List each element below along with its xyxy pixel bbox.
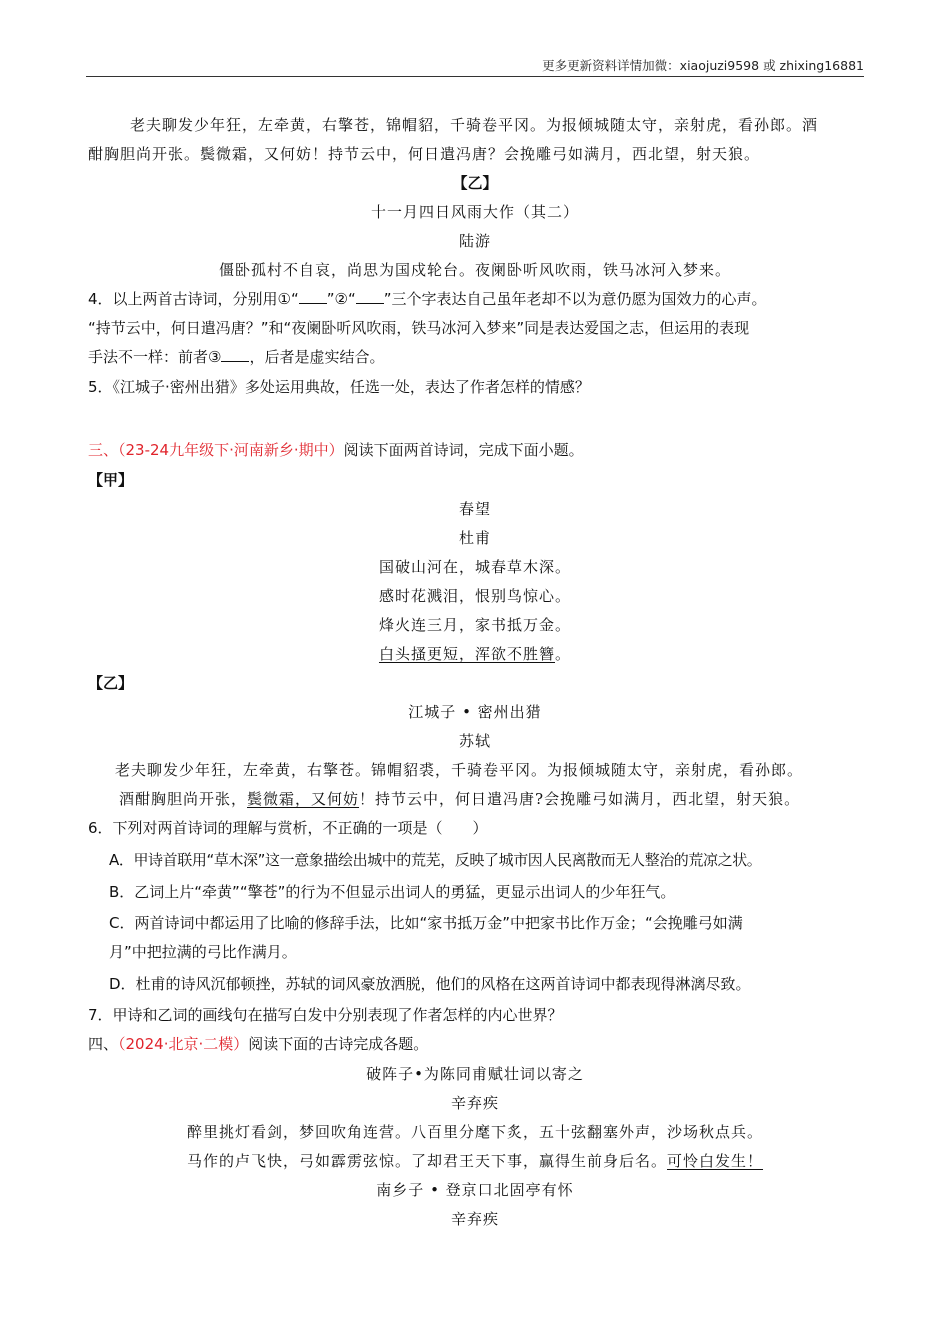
source-tag: （23-24九年级下·河南新乡·期中）	[118, 441, 344, 459]
option-c[interactable]: C．两首诗词中都运用了比喻的修辞手法，比如“家书抵万金”中把家书比作万金；“会挽雕弓如满	[109, 914, 743, 932]
poem-author: 苏轼	[458, 732, 491, 750]
underlined-line: 白头搔更短，浑欲不胜簪	[378, 645, 555, 663]
answer-blank[interactable]	[221, 347, 249, 362]
poem-line: 感时花溅泪，恨别鸟惊心。	[378, 587, 571, 605]
question-4: 4．以上两首古诗词，分别用①“ ”②“ ”三个字表达自己虽年老却不以为意仍愿为国效力的心声。	[88, 290, 767, 308]
question-5: 5．《江城子·密州出猎》多处运用典故，任选一处，表达了作者怎样的情感？	[88, 378, 590, 396]
poem-title: 破阵子•为陈同甫赋壮词以寄之	[366, 1065, 584, 1083]
question-7: 7．甲诗和乙词的画线句在描写白发中分别表现了作者怎样的内心世界？	[88, 1006, 563, 1024]
poem-title: 十一月四日风雨大作（其二）	[370, 203, 579, 221]
source-tag: （2024·北京·二模）	[118, 1035, 249, 1053]
section-heading: 三、（23-24九年级下·河南新乡·期中）阅读下面两首诗词，完成下面小题。	[88, 441, 584, 459]
question-4-line: “持节云中，何日遣冯唐？”和“夜阑卧听风吹雨，铁马冰河入梦来”同是表达爱国之志，但运用的表现	[88, 319, 750, 337]
option-d[interactable]: D．杜甫的诗风沉郁顿挫，苏轼的词风豪放洒脱，他们的风格在这两首诗词中都表现得淋漓尽致。	[109, 975, 751, 993]
question-4-line: 手法不一样：前者③ ，后者是虚实结合。	[88, 348, 385, 366]
poem-line: 国破山河在，城春草木深。	[378, 558, 571, 576]
option-a[interactable]: A．甲诗首联用“草木深”这一意象描绘出城中的荒芜，反映了城市因人民离散而无人整治的荒凉之状。	[109, 851, 762, 869]
answer-blank[interactable]	[356, 289, 384, 304]
header-note: 更多更新资料详情加微：xiaojuzi9598 或 zhixing16881	[542, 58, 864, 73]
poem-author: 辛弃疾	[450, 1210, 499, 1228]
header-rule	[86, 76, 864, 77]
answer-blank[interactable]	[299, 289, 327, 304]
poem-line: 马作的卢飞快，弓如霹雳弦惊。了却君王天下事，赢得生前身后名。可怜白发生！	[186, 1152, 764, 1170]
option-b[interactable]: B．乙词上片“牵黄”“擎苍”的行为不但显示出词人的勇猛，更显示出词人的少年狂气。	[109, 883, 676, 901]
poem-author: 杜甫	[458, 529, 491, 547]
poem-line: 老夫聊发少年狂，左牵黄，右擎苍。锦帽貂裘，千骑卷平冈。为报倾城随太守，亲射虎，看孙郎。	[115, 761, 804, 779]
poem-line: 酒酣胸胆尚开张，鬓微霜，又何妨！持节云中，何日遣冯唐?会挽雕弓如满月，西北望，射天狼。	[119, 790, 801, 808]
poem-title: 南乡子 • 登京口北固亭有怀	[376, 1181, 574, 1199]
poem-line: 老夫聊发少年狂，左牵黄，右擎苍，锦帽貂，千骑卷平冈。为报倾城随太守，亲射虎，看孙郎。酒	[130, 116, 819, 134]
underlined-line: 可怜白发生！	[667, 1152, 764, 1170]
poem-author: 陆游	[458, 232, 491, 250]
question-6: 6．下列对两首诗词的理解与赏析，不正确的一项是（ ）	[88, 819, 488, 837]
poem-author: 辛弃疾	[450, 1094, 499, 1112]
underlined-line: 鬓微霜，又何妨	[247, 790, 360, 808]
poem-title: 江城子 • 密州出猎	[408, 703, 542, 721]
yi-label: 【乙】	[88, 674, 134, 692]
poem-line: 僵卧孤村不自哀，尚思为国戍轮台。夜阑卧听风吹雨，铁马冰河入梦来。	[218, 261, 731, 279]
option-c-cont: 月”中把拉满的弓比作满月。	[109, 943, 297, 961]
poem-line: 醉里挑灯看剑，梦回吹角连营。八百里分麾下炙，五十弦翻塞外声，沙场秋点兵。	[186, 1123, 763, 1141]
jia-label: 【甲】	[88, 471, 134, 489]
poem-line: 白头搔更短，浑欲不胜簪。	[378, 645, 572, 663]
poem-line: 酣胸胆尚开张。鬓微霜，又何妨！持节云中，何日遣冯唐？会挽雕弓如满月，西北望，射天狼。	[88, 145, 761, 163]
poem-title: 春望	[458, 500, 491, 518]
poem-line: 烽火连三月，家书抵万金。	[378, 616, 571, 634]
yi-label: 【乙】	[452, 174, 498, 192]
section-heading: 四、（2024·北京·二模）阅读下面的古诗完成各题。	[88, 1035, 429, 1053]
